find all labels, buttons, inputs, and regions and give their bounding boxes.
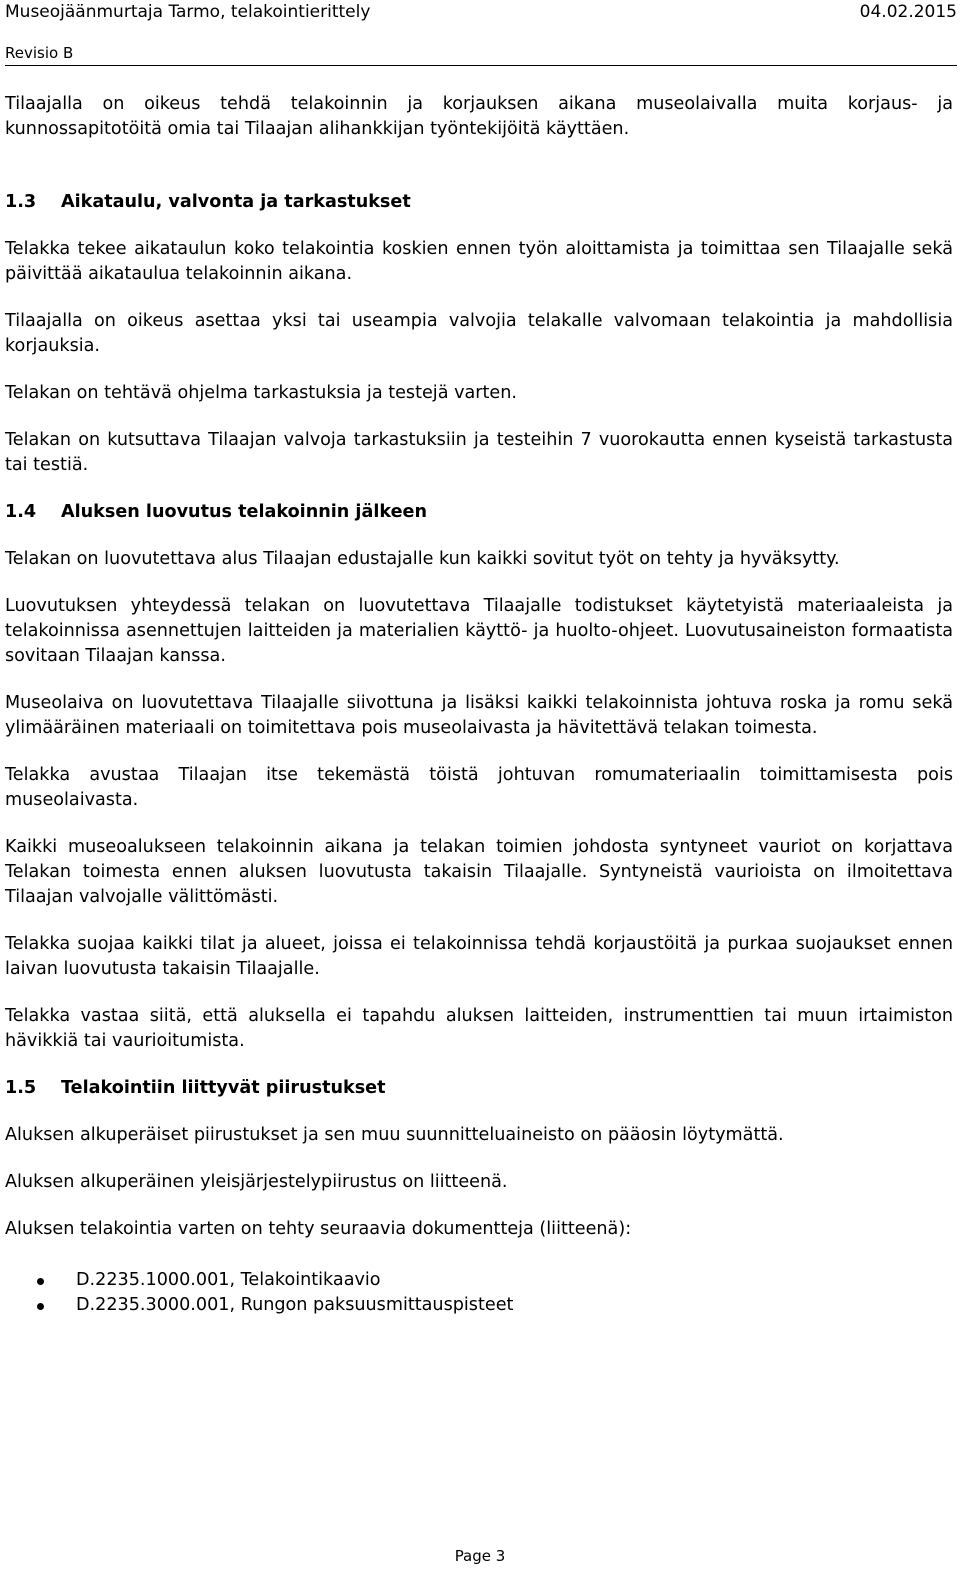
section-1-4-heading [5, 500, 953, 525]
list-item [5, 1293, 953, 1318]
paragraph: Telakan on kutsuttava Tilaajan valvoja tarkastuksiin ja testeihin 7 vuorokautta ennen kyseistä tarkastusta tai testiä. [5, 430, 953, 475]
paragraph: Telakka suojaa kaikki tilat ja alueet, joissa ei telakoinnissa tehdä korjaustöitä ja purkaa suojaukset ennen laivan luovutusta takaisin Tilaajalle. [5, 934, 953, 979]
bullet-icon [37, 1303, 44, 1310]
page-number: Page 3 [454, 1547, 506, 1565]
paragraph: Telakan on luovutettava alus Tilaajan edustajalle kun kaikki sovitut työt on tehty ja hyväksytty. [5, 549, 840, 569]
section-title: Aluksen luovutus telakoinnin jälkeen [61, 502, 427, 522]
section-title: Telakointiin liittyvät piirustukset [61, 1078, 386, 1098]
section-1-3-heading [5, 190, 953, 215]
section-number: 1.4 [5, 502, 37, 522]
paragraph: Aluksen alkuperäiset piirustukset ja sen muu suunnitteluaineisto on pääosin löytymättä. [5, 1125, 784, 1145]
intro-paragraph: Tilaajalla on oikeus tehdä telakoinnin ja korjauksen aikana museolaivalla muita korjaus- ja kunnossapitotöitä omia tai Tilaajan alihankkijan työntekijöitä käyttäen. [5, 94, 953, 139]
paragraph: Telakka vastaa siitä, että aluksella ei tapahdu aluksen laitteiden, instrumenttien tai muun irtaimiston hävikkiä tai vaurioitumista. [5, 1006, 953, 1051]
paragraph: Museolaiva on luovutettava Tilaajalle siivottuna ja lisäksi kaikki telakoinnista johtuva roska ja romu sekä ylimääräinen materiaali on toimitettava pois museolaivasta ja hävitettävä telakan toimesta. [5, 693, 953, 738]
bullet-icon [37, 1278, 44, 1285]
header-divider [5, 65, 957, 66]
document-title: Museojäänmurtaja Tarmo, telakointierittely [5, 2, 371, 22]
document-body [5, 92, 953, 1318]
paragraph: Aluksen telakointia varten on tehty seuraavia dokumentteja (liitteenä): [5, 1219, 632, 1239]
paragraph: Telakka tekee aikataulun koko telakointia koskien ennen työn aloittamista ja toimittaa sen Tilaajalle sekä päivittää aikataulua telakoinnin aikana. [5, 239, 953, 284]
section-1-5-heading [5, 1076, 953, 1101]
section-number: 1.3 [5, 192, 37, 212]
paragraph: Telakan on tehtävä ohjelma tarkastuksia ja testejä varten. [5, 383, 517, 403]
paragraph: Luovutuksen yhteydessä telakan on luovutettava Tilaajalle todistukset käytetyistä materiaaleista ja telakoinnissa asennettujen laitteiden ja materialien käyttö- ja huolto-ohjeet. Luovutusaineiston formaatista sovitaan Tilaajan kanssa. [5, 596, 953, 666]
document-date: 04.02.2015 [859, 2, 957, 22]
section-number: 1.5 [5, 1078, 37, 1098]
paragraph: Kaikki museoalukseen telakoinnin aikana ja telakan toimien johdosta syntyneet vauriot on korjattava Telakan toimesta ennen aluksen luovutusta takaisin Tilaajalle. Syntyneistä vaurioista on ilmoitettava Tilaajan valvojalle välittömästi. [5, 837, 953, 907]
attachment-list [5, 1268, 953, 1318]
revision-label: Revisio B [5, 44, 74, 62]
section-title: Aikataulu, valvonta ja tarkastukset [61, 192, 411, 212]
paragraph: Tilaajalla on oikeus asettaa yksi tai useampia valvojia telakalle valvomaan telakointia ja mahdollisia korjauksia. [5, 311, 953, 356]
list-item-text: D.2235.1000.001, Telakointikaavio [76, 1270, 381, 1290]
list-item-text: D.2235.3000.001, Rungon paksuusmittauspisteet [76, 1295, 514, 1315]
paragraph: Aluksen alkuperäinen yleisjärjestelypiirustus on liitteenä. [5, 1172, 508, 1192]
paragraph: Telakka avustaa Tilaajan itse tekemästä töistä johtuvan romumateriaalin toimittamisesta pois museolaivasta. [5, 765, 953, 810]
list-item [5, 1268, 953, 1293]
